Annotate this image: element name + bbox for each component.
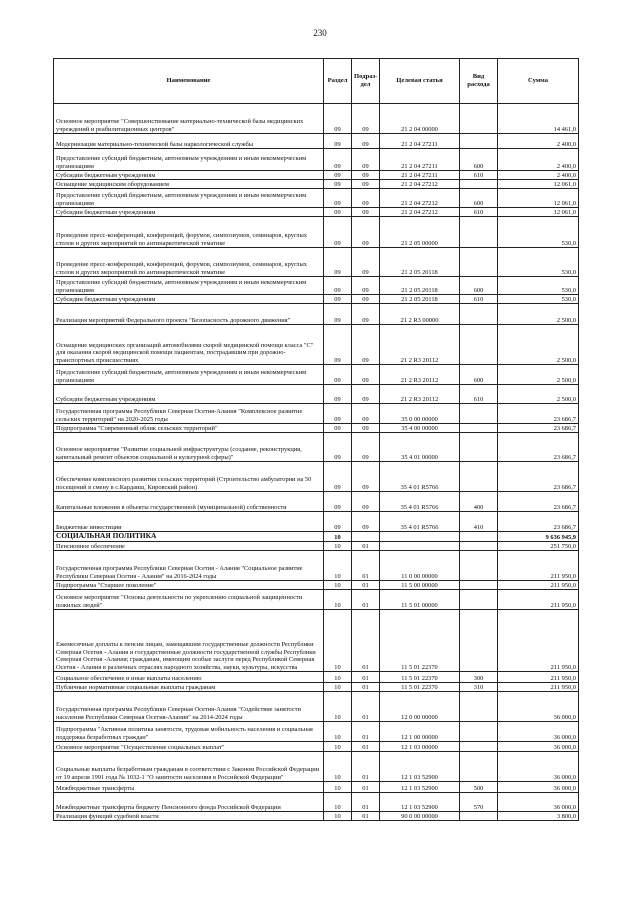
row-type-cell: 300 [460, 672, 498, 683]
row-type-cell [460, 217, 498, 248]
row-article-cell: 90 0 00 00000 [380, 812, 460, 821]
row-section-cell: 10 [324, 551, 352, 581]
row-amount-cell: 3 800,0 [498, 812, 579, 821]
row-subsection-cell: 09 [352, 180, 380, 189]
table-body [54, 104, 579, 821]
row-section-cell: 09 [324, 512, 352, 532]
row-amount-cell: 211 950,0 [498, 590, 579, 610]
row-subsection-cell: 09 [352, 134, 380, 149]
row-subsection-cell: 01 [352, 742, 380, 752]
row-article-cell: 11 5 01 22370 [380, 610, 460, 672]
row-article-cell: 12 0 00 00000 [380, 692, 460, 722]
row-name-cell: Основное мероприятие "Основы деятельности по укреплению социальной защищенности пожилых людей" [54, 590, 324, 610]
row-name-cell: Подпрограмма "Старшее поколение" [54, 581, 324, 590]
row-article-cell: 35 0 00 00000 [380, 404, 460, 424]
row-subsection-cell: 09 [352, 208, 380, 217]
table-row [54, 171, 579, 180]
table-row [54, 277, 579, 295]
row-amount-cell: 36 000,0 [498, 793, 579, 812]
table-row [54, 722, 579, 742]
row-section-cell: 09 [324, 104, 352, 134]
row-article-cell: 35 4 01 R5766 [380, 512, 460, 532]
row-type-cell: 610 [460, 171, 498, 180]
row-section-cell: 09 [324, 462, 352, 492]
row-amount-cell: 530,0 [498, 277, 579, 295]
row-type-cell [460, 692, 498, 722]
row-section-cell: 10 [324, 542, 352, 551]
row-name-cell: Межбюджетные трансферты [54, 782, 324, 793]
row-subsection-cell: 09 [352, 385, 380, 404]
row-name-cell: Обеспечение комплексного развития сельских территорий (Строительство амбулатории на 50 посещений в смену в с.Кардаиш, Кировский район) [54, 462, 324, 492]
table-row [54, 433, 579, 462]
row-subsection-cell: 09 [352, 365, 380, 385]
row-subsection-cell: 09 [352, 492, 380, 512]
row-name-cell: Предоставление субсидий бюджетным, автономным учреждениям и иным некоммерческим организациям [54, 365, 324, 385]
row-section-cell: 09 [324, 492, 352, 512]
row-type-cell: 600 [460, 365, 498, 385]
table-row [54, 532, 579, 542]
row-article-cell [380, 542, 460, 551]
row-section-cell: 09 [324, 180, 352, 189]
table-header-row [54, 59, 579, 104]
header-subsection: Подраз-дел [352, 59, 380, 104]
row-section-cell: 09 [324, 385, 352, 404]
table-row [54, 462, 579, 492]
row-article-cell: 21 2 04 27211 [380, 134, 460, 149]
row-type-cell: 500 [460, 782, 498, 793]
header-expense-type: Вид расхода [460, 59, 498, 104]
row-amount-cell: 36 000,0 [498, 742, 579, 752]
row-name-cell: Проведение пресс-конференций, конференций, форумов, симпозиумов, семинаров, круглых столов и других мероприятий по антинаркотической тематике [54, 248, 324, 277]
row-article-cell: 21 2 04 27211 [380, 171, 460, 180]
row-article-cell [380, 532, 460, 542]
row-name-cell: Предоставление субсидий бюджетным, автономным учреждениям и иным некоммерческим организациям [54, 277, 324, 295]
row-article-cell: 12 1 03 52900 [380, 793, 460, 812]
row-amount-cell: 23 686,7 [498, 512, 579, 532]
row-amount-cell: 23 686,7 [498, 433, 579, 462]
row-name-cell: Капитальные вложения в объекты государственной (муниципальной) собственности [54, 492, 324, 512]
row-section-cell: 09 [324, 404, 352, 424]
row-amount-cell: 251 750,0 [498, 542, 579, 551]
table-row [54, 248, 579, 277]
row-name-cell: Государственная программа Республики Северная Осетия - Алания "Социальное развитие Республики Северная Осетия - Алания" на 2016-2024 годы [54, 551, 324, 581]
row-article-cell: 21 2 05 20118 [380, 295, 460, 304]
row-type-cell [460, 433, 498, 462]
row-name-cell: Межбюджетные трансферты бюджету Пенсионного фонда Российской Федерации [54, 793, 324, 812]
row-subsection-cell: 09 [352, 189, 380, 208]
row-type-cell [460, 610, 498, 672]
row-section-cell: 09 [324, 424, 352, 433]
row-article-cell: 21 2 05 20118 [380, 248, 460, 277]
row-article-cell: 12 1 00 00000 [380, 722, 460, 742]
row-subsection-cell: 01 [352, 782, 380, 793]
header-target-article: Целевая статья [380, 59, 460, 104]
table-row [54, 134, 579, 149]
table-row [54, 404, 579, 424]
row-amount-cell: 2 500,0 [498, 325, 579, 365]
page-number: 230 [313, 28, 327, 38]
table-row [54, 208, 579, 217]
row-article-cell: 11 5 01 22370 [380, 683, 460, 692]
row-amount-cell: 36 000,0 [498, 752, 579, 782]
row-section-cell: 09 [324, 171, 352, 180]
row-section-cell: 10 [324, 752, 352, 782]
table-row [54, 551, 579, 581]
row-section-cell: 10 [324, 722, 352, 742]
row-name-cell: Государственная программа Республики Северная Осетия-Алания "Комплексное развитие сельских территорий" на 2020-2025 годы [54, 404, 324, 424]
row-section-cell: 10 [324, 742, 352, 752]
row-section-cell: 09 [324, 189, 352, 208]
row-subsection-cell: 01 [352, 793, 380, 812]
row-subsection-cell: 09 [352, 217, 380, 248]
row-amount-cell: 36 000,0 [498, 722, 579, 742]
row-name-cell: Публичные нормативные социальные выплаты гражданам [54, 683, 324, 692]
row-article-cell: 35 4 01 R5766 [380, 492, 460, 512]
row-type-cell [460, 581, 498, 590]
row-subsection-cell: 09 [352, 404, 380, 424]
table-row [54, 424, 579, 433]
row-name-cell: Субсидии бюджетным учреждениям [54, 295, 324, 304]
table-row [54, 149, 579, 171]
row-name-cell: Государственная программа Республики Северная Осетия-Алания "Содействие занятости населения Республики Северная Осетия-Алания" на 2014-2024 годы [54, 692, 324, 722]
row-section-cell: 10 [324, 692, 352, 722]
row-amount-cell: 12 061,0 [498, 189, 579, 208]
row-article-cell: 35 4 00 00000 [380, 424, 460, 433]
row-subsection-cell: 09 [352, 433, 380, 462]
row-name-cell: Ежемесячные доплаты к пенсии лицам, замещавшим государственные должности Республики Северная Осетия - Алания и государственные должности государственной службы Республики Северная Осетия -Алания; гражданам, имеющим особые заслуги перед Республикой Северная Осетия - Алания в различных отраслях народного хозяйства, науки, культуры, искусства [54, 610, 324, 672]
row-amount-cell: 9 636 945,9 [498, 532, 579, 542]
row-name-cell: Социальное обеспечение и иные выплаты населению [54, 672, 324, 683]
row-subsection-cell: 01 [352, 542, 380, 551]
row-amount-cell: 2 400,0 [498, 134, 579, 149]
row-amount-cell: 2 500,0 [498, 385, 579, 404]
row-type-cell: 610 [460, 385, 498, 404]
row-article-cell: 21 2 05 20118 [380, 277, 460, 295]
row-subsection-cell: 01 [352, 683, 380, 692]
row-name-cell: Субсидии бюджетным учреждениям [54, 385, 324, 404]
row-type-cell [460, 404, 498, 424]
row-name-cell: Основное мероприятие "Развитие социальной инфраструктуры (создание, реконструкция, капитальный ремонт объектов социальной и культурной сферы)" [54, 433, 324, 462]
row-type-cell: 600 [460, 277, 498, 295]
row-amount-cell: 211 950,0 [498, 551, 579, 581]
row-amount-cell: 36 000,0 [498, 782, 579, 793]
row-section-cell: 10 [324, 683, 352, 692]
row-subsection-cell [352, 532, 380, 542]
table-row [54, 782, 579, 793]
table-row [54, 683, 579, 692]
row-amount-cell: 211 950,0 [498, 672, 579, 683]
row-subsection-cell: 01 [352, 692, 380, 722]
row-amount-cell: 2 400,0 [498, 149, 579, 171]
budget-table [53, 58, 579, 821]
row-amount-cell: 23 686,7 [498, 404, 579, 424]
row-type-cell [460, 104, 498, 134]
table-row [54, 325, 579, 365]
row-name-cell: Социальные выплаты безработным гражданам в соответствии с Законом Российской Федерации от 19 апреля 1991 года № 1032-1 "О занятости населения в Российской Федерации" [54, 752, 324, 782]
row-amount-cell: 211 950,0 [498, 683, 579, 692]
table-row [54, 752, 579, 782]
row-type-cell [460, 551, 498, 581]
table-row [54, 812, 579, 821]
row-article-cell: 21 2 04 27212 [380, 189, 460, 208]
row-type-cell [460, 812, 498, 821]
row-section-cell: 09 [324, 134, 352, 149]
row-amount-cell: 23 686,7 [498, 424, 579, 433]
table-row [54, 365, 579, 385]
row-name-cell: Субсидии бюджетным учреждениям [54, 171, 324, 180]
table-row [54, 492, 579, 512]
row-name-cell: Оснащение медицинских организаций автомобилями скорой медицинской помощи класса "С" для оказания скорой медицинской помощи пациентам, пострадавшим при дорожно-транспортных происшествиях [54, 325, 324, 365]
row-article-cell: 21 2 R3 00000 [380, 304, 460, 325]
row-type-cell [460, 590, 498, 610]
row-subsection-cell: 09 [352, 104, 380, 134]
row-subsection-cell: 01 [352, 722, 380, 742]
row-type-cell: 310 [460, 683, 498, 692]
table-row [54, 104, 579, 134]
row-type-cell [460, 134, 498, 149]
row-section-cell: 09 [324, 149, 352, 171]
row-name-cell: Модернизация материально-технической базы наркологической службы [54, 134, 324, 149]
row-amount-cell: 2 500,0 [498, 304, 579, 325]
row-section-cell: 10 [324, 610, 352, 672]
row-type-cell [460, 304, 498, 325]
row-article-cell: 21 2 04 27212 [380, 180, 460, 189]
row-article-cell: 12 1 03 52900 [380, 782, 460, 793]
row-subsection-cell: 09 [352, 149, 380, 171]
row-amount-cell: 14 461,0 [498, 104, 579, 134]
row-amount-cell: 12 061,0 [498, 208, 579, 217]
table-row [54, 581, 579, 590]
row-name-cell: Реализация мероприятий Федерального проекта "Безопасность дорожного движения" [54, 304, 324, 325]
row-type-cell: 570 [460, 793, 498, 812]
row-subsection-cell: 09 [352, 295, 380, 304]
row-amount-cell: 530,0 [498, 217, 579, 248]
header-name: Наименование [54, 59, 324, 104]
row-article-cell: 12 1 03 52900 [380, 752, 460, 782]
row-name-cell: Проведение пресс-конференций, конференций, форумов, симпозиумов, семинаров, круглых столов и других мероприятий по антинаркотической тематике [54, 217, 324, 248]
row-type-cell: 400 [460, 492, 498, 512]
row-article-cell: 21 2 04 27211 [380, 149, 460, 171]
row-amount-cell: 2 400,0 [498, 171, 579, 180]
row-amount-cell: 2 500,0 [498, 365, 579, 385]
row-subsection-cell: 09 [352, 171, 380, 180]
row-section-cell: 09 [324, 433, 352, 462]
row-amount-cell: 36 000,0 [498, 692, 579, 722]
row-article-cell: 21 2 04 00000 [380, 104, 460, 134]
table-row [54, 692, 579, 722]
row-article-cell: 21 2 04 27212 [380, 208, 460, 217]
row-name-cell: Субсидии бюджетным учреждениям [54, 208, 324, 217]
row-section-cell: 10 [324, 793, 352, 812]
row-name-cell: СОЦИАЛЬНАЯ ПОЛИТИКА [54, 532, 324, 542]
row-subsection-cell: 09 [352, 248, 380, 277]
row-article-cell: 21 2 05 00000 [380, 217, 460, 248]
row-subsection-cell: 01 [352, 610, 380, 672]
row-article-cell: 11 5 01 22370 [380, 672, 460, 683]
row-name-cell: Предоставление субсидий бюджетным, автономным учреждениям и иным некоммерческим организациям [54, 149, 324, 171]
row-type-cell: 610 [460, 208, 498, 217]
row-name-cell: Подпрограмма "Активная политика занятости, трудовая мобильность населения и социальная поддержка безработных граждан" [54, 722, 324, 742]
row-name-cell: Основное мероприятие "Совершенствование материально-технической базы медицинских учреждений и реабилитационных центров" [54, 104, 324, 134]
row-subsection-cell: 01 [352, 672, 380, 683]
table-row [54, 512, 579, 532]
row-section-cell: 09 [324, 295, 352, 304]
row-type-cell [460, 752, 498, 782]
row-article-cell: 35 4 01 R5766 [380, 462, 460, 492]
row-type-cell [460, 722, 498, 742]
row-type-cell [460, 248, 498, 277]
row-section-cell: 09 [324, 248, 352, 277]
table-row [54, 385, 579, 404]
row-amount-cell: 530,0 [498, 248, 579, 277]
row-subsection-cell: 09 [352, 304, 380, 325]
table-row [54, 217, 579, 248]
row-subsection-cell: 09 [352, 512, 380, 532]
row-section-cell: 10 [324, 590, 352, 610]
row-type-cell: 610 [460, 295, 498, 304]
row-amount-cell: 12 061,0 [498, 180, 579, 189]
table-row [54, 672, 579, 683]
row-amount-cell: 211 950,0 [498, 581, 579, 590]
row-subsection-cell: 09 [352, 277, 380, 295]
row-type-cell: 410 [460, 512, 498, 532]
row-type-cell [460, 325, 498, 365]
row-subsection-cell: 09 [352, 325, 380, 365]
row-article-cell: 11 5 01 00000 [380, 590, 460, 610]
row-article-cell: 21 2 R3 20112 [380, 385, 460, 404]
row-type-cell [460, 424, 498, 433]
row-section-cell: 10 [324, 782, 352, 793]
row-section-cell: 10 [324, 532, 352, 542]
table-row [54, 189, 579, 208]
row-subsection-cell: 01 [352, 551, 380, 581]
row-type-cell [460, 542, 498, 551]
table-row [54, 610, 579, 672]
row-name-cell: Реализация функций судебной власти [54, 812, 324, 821]
row-section-cell: 10 [324, 581, 352, 590]
row-article-cell: 21 2 R3 20112 [380, 365, 460, 385]
row-name-cell: Оснащение медицинским оборудованием [54, 180, 324, 189]
row-article-cell: 21 2 R3 20112 [380, 325, 460, 365]
table-row [54, 590, 579, 610]
row-subsection-cell: 01 [352, 752, 380, 782]
row-type-cell [460, 742, 498, 752]
row-section-cell: 10 [324, 812, 352, 821]
row-section-cell: 09 [324, 304, 352, 325]
row-section-cell: 09 [324, 325, 352, 365]
row-name-cell: Бюджетные инвестиции [54, 512, 324, 532]
row-type-cell [460, 462, 498, 492]
table-row [54, 304, 579, 325]
row-article-cell: 12 1 03 00000 [380, 742, 460, 752]
table-row [54, 295, 579, 304]
row-name-cell: Предоставление субсидий бюджетным, автономным учреждениям и иным некоммерческим организациям [54, 189, 324, 208]
row-subsection-cell: 09 [352, 462, 380, 492]
row-name-cell: Подпрограмма "Современный облик сельских территорий" [54, 424, 324, 433]
row-type-cell: 600 [460, 189, 498, 208]
header-section: Раздел [324, 59, 352, 104]
row-section-cell: 09 [324, 217, 352, 248]
row-section-cell: 09 [324, 277, 352, 295]
row-amount-cell: 211 950,0 [498, 610, 579, 672]
table-row [54, 793, 579, 812]
row-name-cell: Пенсионное обеспечение [54, 542, 324, 551]
row-amount-cell: 530,0 [498, 295, 579, 304]
table-row [54, 742, 579, 752]
row-amount-cell: 23 686,7 [498, 492, 579, 512]
row-name-cell: Основное мероприятие "Осуществление социальных выплат" [54, 742, 324, 752]
row-type-cell [460, 180, 498, 189]
row-section-cell: 09 [324, 208, 352, 217]
row-amount-cell: 23 686,7 [498, 462, 579, 492]
row-article-cell: 11 0 00 00000 [380, 551, 460, 581]
row-article-cell: 11 5 00 00000 [380, 581, 460, 590]
row-subsection-cell: 01 [352, 581, 380, 590]
row-section-cell: 10 [324, 672, 352, 683]
row-subsection-cell: 01 [352, 812, 380, 821]
row-article-cell: 35 4 01 00000 [380, 433, 460, 462]
table-row [54, 180, 579, 189]
row-type-cell: 600 [460, 149, 498, 171]
header-amount: Сумма [498, 59, 579, 104]
table-row [54, 542, 579, 551]
row-subsection-cell: 09 [352, 424, 380, 433]
row-type-cell [460, 532, 498, 542]
row-subsection-cell: 01 [352, 590, 380, 610]
row-section-cell: 09 [324, 365, 352, 385]
